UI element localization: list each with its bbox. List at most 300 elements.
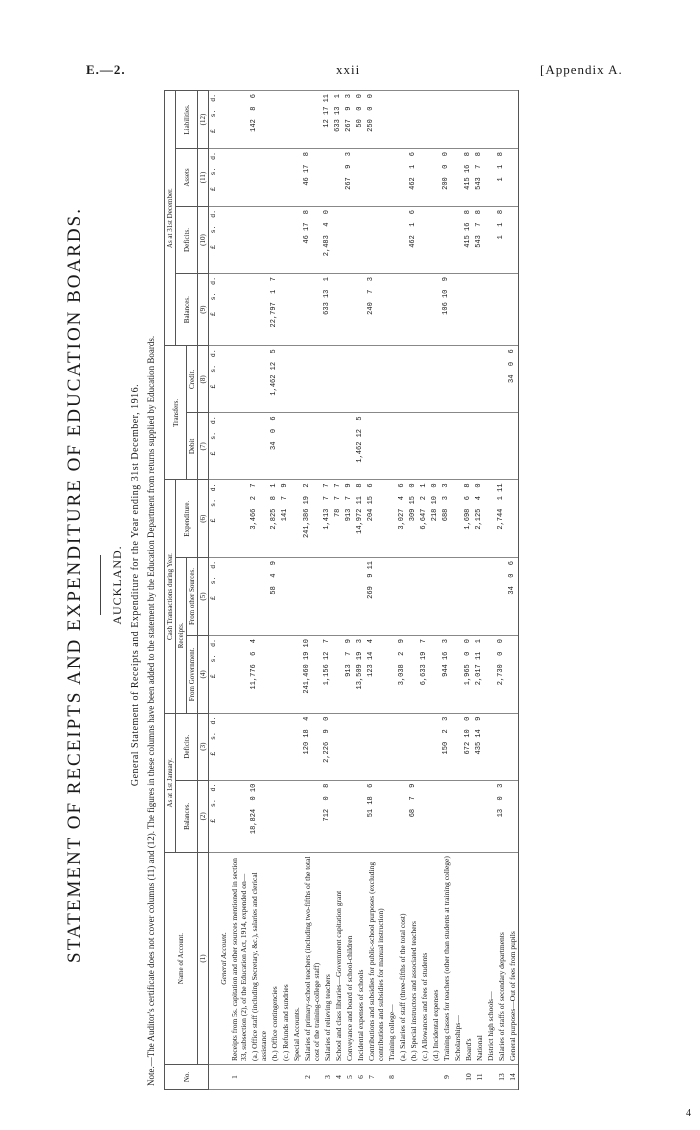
amount-cell	[408, 91, 419, 149]
amount-cell: 2,017 11 1	[474, 636, 485, 714]
amount-cell	[452, 346, 463, 413]
amount-cell: 240 7 3	[366, 274, 386, 346]
amount-cell	[322, 413, 333, 480]
amount-cell	[386, 413, 397, 480]
amount-cell	[344, 274, 355, 346]
amount-cell	[485, 558, 496, 636]
amount-cell	[366, 413, 386, 480]
amount-cell	[419, 413, 430, 480]
amount-cell	[280, 206, 291, 273]
amount-cell	[218, 558, 229, 636]
amount-cell	[229, 206, 249, 273]
amount-cell	[344, 558, 355, 636]
row-number: 10	[463, 1065, 474, 1090]
amount-cell	[249, 206, 269, 273]
amount-cell	[280, 780, 291, 852]
amount-cell	[322, 558, 333, 636]
amount-cell: 3,027 4 6	[397, 480, 408, 558]
account-name: Special Accounts.	[291, 853, 302, 1065]
amount-cell	[430, 206, 441, 273]
amount-cell	[386, 480, 397, 558]
amount-cell	[322, 346, 333, 413]
amount-cell: 633 13 1	[322, 274, 333, 346]
amount-cell	[419, 274, 430, 346]
amount-cell	[463, 558, 474, 636]
col-num-6: (6)	[198, 480, 209, 558]
col-assets: Assets	[176, 149, 198, 207]
amount-cell: 68 7 9	[408, 780, 419, 852]
amount-cell	[386, 346, 397, 413]
amount-cell: 34 0 6	[507, 346, 519, 413]
amount-cell	[280, 413, 291, 480]
amount-cell	[269, 636, 280, 714]
amount-cell	[229, 636, 249, 714]
account-name: (c.) Refunds and sundries	[280, 853, 291, 1065]
col-num-7: (7)	[198, 413, 209, 480]
amount-cell	[463, 413, 474, 480]
amount-cell: 462 1 6	[408, 149, 419, 207]
amount-cell: 415 16 8	[463, 206, 474, 273]
amount-cell	[430, 274, 441, 346]
document-title: STATEMENT OF RECEIPTS AND EXPENDITURE OF EDUCATION BOARDS.	[64, 207, 85, 963]
table-row	[249, 91, 269, 1090]
amount-cell	[355, 780, 366, 852]
amount-cell: 78 7 7	[333, 480, 344, 558]
amount-cell: 150 2 3	[441, 713, 452, 780]
amount-cell	[485, 149, 496, 207]
account-name: Salaries of primary-school teachers (including two-fifths of the total cost of the training-college staff)	[302, 853, 322, 1065]
col-credit: Credit.	[187, 346, 198, 413]
row-number	[430, 1065, 441, 1090]
amount-cell: 2,226 9 0	[322, 713, 333, 780]
amount-cell	[419, 713, 430, 780]
account-name: Training college—	[386, 853, 397, 1065]
row-number	[218, 1065, 229, 1090]
amount-cell: 633 13 1	[333, 91, 344, 149]
col-num-3: (3)	[198, 713, 209, 780]
amount-cell	[386, 780, 397, 852]
account-name: Conveyance and board of school-children	[344, 853, 355, 1065]
amount-cell	[397, 558, 408, 636]
amount-cell	[485, 780, 496, 852]
amount-cell	[463, 346, 474, 413]
amount-cell	[218, 480, 229, 558]
account-name: Receipts from 5s. capitation and other sources mentioned in section 33, subsection (2), of the Education Act, 1914, expended on—	[229, 853, 249, 1065]
amount-cell	[291, 480, 302, 558]
amount-cell: 58 4 9	[269, 558, 280, 636]
page-margin-mark: 4	[686, 1108, 691, 1119]
amount-cell	[408, 413, 419, 480]
amount-cell	[344, 413, 355, 480]
amount-cell	[229, 558, 249, 636]
section-heading: General Account.	[218, 853, 229, 1065]
amount-cell: 688 3 3	[441, 480, 452, 558]
amount-cell	[408, 346, 419, 413]
amount-cell	[485, 274, 496, 346]
col-from-government: From Government.	[187, 636, 198, 714]
amount-cell	[218, 346, 229, 413]
col-name-header: Name of Account.	[165, 853, 198, 1065]
col-debit: Debit	[187, 413, 198, 480]
statement-heading: General Statement of Receipts and Expenditure for the Year ending 31st December, 1916.	[130, 383, 141, 787]
table-row	[408, 91, 419, 1090]
amount-cell: 14,972 11 8	[355, 480, 366, 558]
units-label: £ s. d.	[209, 206, 219, 273]
amount-cell	[291, 149, 302, 207]
amount-cell: 543 7 8	[474, 206, 485, 273]
amount-cell	[397, 206, 408, 273]
amount-cell	[302, 780, 322, 852]
units-label: £ s. d.	[209, 713, 219, 780]
row-number	[419, 1065, 430, 1090]
amount-cell	[496, 274, 507, 346]
amount-cell	[507, 780, 519, 852]
row-number: 3	[322, 1065, 333, 1090]
amount-cell	[249, 558, 269, 636]
amount-cell	[280, 713, 291, 780]
accounts-table	[164, 90, 519, 1090]
amount-cell	[430, 346, 441, 413]
amount-cell	[218, 636, 229, 714]
amount-cell	[419, 558, 430, 636]
row-number: 7	[366, 1065, 386, 1090]
amount-cell: 250 0 0	[366, 91, 386, 149]
account-name: General purposes—Out of fees from pupils	[507, 853, 519, 1065]
amount-cell	[452, 413, 463, 480]
table-row	[485, 91, 496, 1090]
amount-cell	[355, 206, 366, 273]
amount-cell	[430, 149, 441, 207]
amount-cell	[291, 636, 302, 714]
amount-cell	[291, 780, 302, 852]
account-name: School and class libraries—Government capitation grant	[333, 853, 344, 1065]
page-header-right: [Appendix A.	[540, 62, 623, 77]
amount-cell	[430, 558, 441, 636]
account-name: (a.) Salaries of staff (three-fifths of the total cost)	[397, 853, 408, 1065]
amount-cell	[291, 91, 302, 149]
amount-cell: 123 14 4	[366, 636, 386, 714]
amount-cell: 22,797 1 7	[269, 274, 280, 346]
amount-cell	[452, 91, 463, 149]
row-number: 14	[507, 1065, 519, 1090]
amount-cell	[408, 713, 419, 780]
col-group-cash: Cash Transactions during Year.	[165, 480, 176, 713]
amount-cell	[507, 713, 519, 780]
amount-cell: 269 9 11	[366, 558, 386, 636]
amount-cell	[441, 91, 452, 149]
amount-cell: 1,156 12 7	[322, 636, 333, 714]
units-label: £ s. d.	[209, 149, 219, 207]
amount-cell	[269, 149, 280, 207]
amount-cell: 141 7 9	[280, 480, 291, 558]
amount-cell: 34 0 6	[269, 413, 280, 480]
amount-cell	[397, 91, 408, 149]
amount-cell	[249, 713, 269, 780]
amount-cell	[397, 413, 408, 480]
units-label: £ s. d.	[209, 413, 219, 480]
accounts-table-body	[209, 91, 519, 1090]
row-number	[408, 1065, 419, 1090]
col-balances-jan: Balances.	[176, 780, 198, 852]
auditor-note: Note.—The Auditor's certificate does not cover columns (11) and (12). The figures in these columns have been added to the statement by the Education Department from returns supplied by Education Boards.	[146, 335, 156, 1086]
col-num-10: (10)	[198, 206, 209, 273]
amount-cell	[485, 480, 496, 558]
amount-cell	[452, 558, 463, 636]
amount-cell	[229, 274, 249, 346]
amount-cell: 712 0 8	[322, 780, 333, 852]
rotated-page-content	[60, 80, 650, 1090]
col-num-8: (8)	[198, 346, 209, 413]
amount-cell: 913 7 9	[344, 480, 355, 558]
amount-cell	[507, 149, 519, 207]
amount-cell	[280, 636, 291, 714]
amount-cell	[291, 413, 302, 480]
col-group-jan1: As at 1st January.	[165, 713, 176, 852]
amount-cell	[397, 713, 408, 780]
row-number: 1	[229, 1065, 249, 1090]
amount-cell	[302, 413, 322, 480]
amount-cell	[386, 713, 397, 780]
amount-cell	[419, 149, 430, 207]
amount-cell: 200 0 0	[441, 149, 452, 207]
amount-cell	[333, 558, 344, 636]
amount-cell: 1 1 8	[496, 206, 507, 273]
table-row	[229, 91, 249, 1090]
table-row	[419, 91, 430, 1090]
amount-cell	[452, 206, 463, 273]
amount-cell: 3,038 2 9	[397, 636, 408, 714]
amount-cell	[507, 636, 519, 714]
amount-cell	[408, 274, 419, 346]
amount-cell	[229, 91, 249, 149]
amount-cell: 462 1 6	[408, 206, 419, 273]
amount-cell: 6,633 19 7	[419, 636, 430, 714]
amount-cell	[280, 274, 291, 346]
amount-cell	[419, 91, 430, 149]
account-name: Training classes for teachers (other than students at training college)	[441, 853, 452, 1065]
amount-cell: 1,965 0 0	[463, 636, 474, 714]
amount-cell	[452, 780, 463, 852]
amount-cell: 3,466 2 7	[249, 480, 269, 558]
amount-cell	[430, 636, 441, 714]
amount-cell	[507, 274, 519, 346]
amount-cell	[430, 413, 441, 480]
row-number	[485, 1065, 496, 1090]
amount-cell: 13,509 19 3	[355, 636, 366, 714]
amount-cell	[333, 149, 344, 207]
amount-cell	[408, 558, 419, 636]
amount-cell: 1,462 12 5	[269, 346, 280, 413]
amount-cell	[333, 780, 344, 852]
col-num-12: (12)	[198, 91, 209, 149]
amount-cell: 309 15 0	[408, 480, 419, 558]
amount-cell	[430, 780, 441, 852]
amount-cell: 944 16 3	[441, 636, 452, 714]
amount-cell	[333, 713, 344, 780]
units-row	[209, 91, 219, 1090]
amount-cell: 46 17 8	[302, 149, 322, 207]
account-name: Board's	[463, 853, 474, 1065]
table-row	[474, 91, 485, 1090]
amount-cell	[507, 206, 519, 273]
amount-cell	[291, 558, 302, 636]
row-number	[249, 1065, 269, 1090]
amount-cell	[430, 713, 441, 780]
amount-cell	[280, 558, 291, 636]
amount-cell: 267 9 3	[344, 149, 355, 207]
table-row	[322, 91, 333, 1090]
table-row	[463, 91, 474, 1090]
amount-cell	[366, 206, 386, 273]
amount-cell	[280, 91, 291, 149]
amount-cell	[291, 346, 302, 413]
amount-cell	[302, 91, 322, 149]
col-from-other-sources: From other Sources.	[187, 558, 198, 636]
account-name: (b.) Special instructors and associated teachers	[408, 853, 419, 1065]
amount-cell	[218, 713, 229, 780]
row-number	[397, 1065, 408, 1090]
amount-cell	[397, 149, 408, 207]
amount-cell	[386, 91, 397, 149]
row-number: 8	[386, 1065, 397, 1090]
amount-cell	[322, 149, 333, 207]
units-label: £ s. d.	[209, 346, 219, 413]
col-num-5: (5)	[198, 558, 209, 636]
col-deficits-dec: Deficits.	[176, 206, 198, 273]
page-header-left: E.—2.	[86, 62, 126, 77]
amount-cell	[452, 274, 463, 346]
amount-cell	[302, 346, 322, 413]
amount-cell	[280, 346, 291, 413]
amount-cell: 106 10 9	[441, 274, 452, 346]
table-row	[269, 91, 280, 1090]
amount-cell	[485, 636, 496, 714]
amount-cell	[355, 274, 366, 346]
col-group-dec31: As at 31st December.	[165, 91, 176, 346]
amount-cell: 142 8 6	[249, 91, 269, 149]
account-name: Salaries of staffs of secondary departments	[496, 853, 507, 1065]
amount-cell	[463, 274, 474, 346]
amount-cell	[441, 780, 452, 852]
account-name: Incidental expenses of schools	[355, 853, 366, 1065]
amount-cell: 1,413 7 7	[322, 480, 333, 558]
amount-cell	[333, 636, 344, 714]
amount-cell	[474, 413, 485, 480]
amount-cell	[344, 780, 355, 852]
amount-cell	[366, 149, 386, 207]
amount-cell	[474, 558, 485, 636]
amount-cell: 18,824 0 10	[249, 780, 269, 852]
amount-cell	[229, 713, 249, 780]
units-label: £ s. d.	[209, 91, 219, 149]
table-row	[441, 91, 452, 1090]
title-divider	[100, 555, 101, 615]
amount-cell	[269, 91, 280, 149]
units-label: £ s. d.	[209, 274, 219, 346]
amount-cell	[474, 346, 485, 413]
col-balances-dec: Balances.	[176, 274, 198, 346]
account-name: District high schools—	[485, 853, 496, 1065]
amount-cell	[218, 149, 229, 207]
amount-cell	[249, 274, 269, 346]
amount-cell	[419, 206, 430, 273]
amount-cell: 267 9 3	[344, 91, 355, 149]
amount-cell	[386, 636, 397, 714]
amount-cell: 12 17 11	[322, 91, 333, 149]
row-number: 13	[496, 1065, 507, 1090]
amount-cell: 2,730 0 0	[496, 636, 507, 714]
amount-cell	[419, 780, 430, 852]
amount-cell	[485, 206, 496, 273]
amount-cell	[452, 636, 463, 714]
table-row	[507, 91, 519, 1090]
amount-cell	[291, 713, 302, 780]
units-label: £ s. d.	[209, 780, 219, 852]
amount-cell: 46 17 8	[302, 206, 322, 273]
amount-cell	[249, 346, 269, 413]
table-row	[366, 91, 386, 1090]
amount-cell	[355, 713, 366, 780]
amount-cell	[474, 274, 485, 346]
amount-cell	[496, 346, 507, 413]
amount-cell	[366, 713, 386, 780]
amount-cell: 51 18 6	[366, 780, 386, 852]
page-number: xxii	[336, 62, 361, 77]
amount-cell	[229, 780, 249, 852]
amount-cell	[302, 558, 322, 636]
account-name: (d.) Incidental expenses	[430, 853, 441, 1065]
amount-cell	[229, 480, 249, 558]
amount-cell	[430, 91, 441, 149]
amount-cell: 1,462 12 5	[355, 413, 366, 480]
amount-cell	[496, 558, 507, 636]
amount-cell	[229, 413, 249, 480]
amount-cell	[485, 346, 496, 413]
account-name: (a.) Office staff (including Secretary, &c.), salaries and clerical assistance	[249, 853, 269, 1065]
amount-cell: 204 15 6	[366, 480, 386, 558]
row-number: 2	[302, 1065, 322, 1090]
table-row	[496, 91, 507, 1090]
amount-cell: 1,698 6 8	[463, 480, 474, 558]
amount-cell	[269, 206, 280, 273]
table-row	[280, 91, 291, 1090]
amount-cell	[218, 206, 229, 273]
amount-cell	[463, 91, 474, 149]
table-row	[355, 91, 366, 1090]
amount-cell	[355, 149, 366, 207]
row-number: 9	[441, 1065, 452, 1090]
amount-cell	[302, 274, 322, 346]
col-expenditure: Expenditure.	[176, 480, 198, 558]
col-liabilities: Liabilities.	[176, 91, 198, 149]
row-number	[452, 1065, 463, 1090]
amount-cell	[218, 91, 229, 149]
amount-cell	[507, 91, 519, 149]
amount-cell	[218, 413, 229, 480]
amount-cell	[218, 780, 229, 852]
amount-cell: 1 1 8	[496, 149, 507, 207]
amount-cell: 913 7 9	[344, 636, 355, 714]
row-number	[291, 1065, 302, 1090]
amount-cell: 6,647 2 1	[419, 480, 430, 558]
amount-cell: 543 7 8	[474, 149, 485, 207]
amount-cell: 2,825 8 1	[269, 480, 280, 558]
amount-cell	[452, 149, 463, 207]
amount-cell	[386, 206, 397, 273]
col-num-9: (9)	[198, 274, 209, 346]
table-row	[452, 91, 463, 1090]
amount-cell	[397, 274, 408, 346]
